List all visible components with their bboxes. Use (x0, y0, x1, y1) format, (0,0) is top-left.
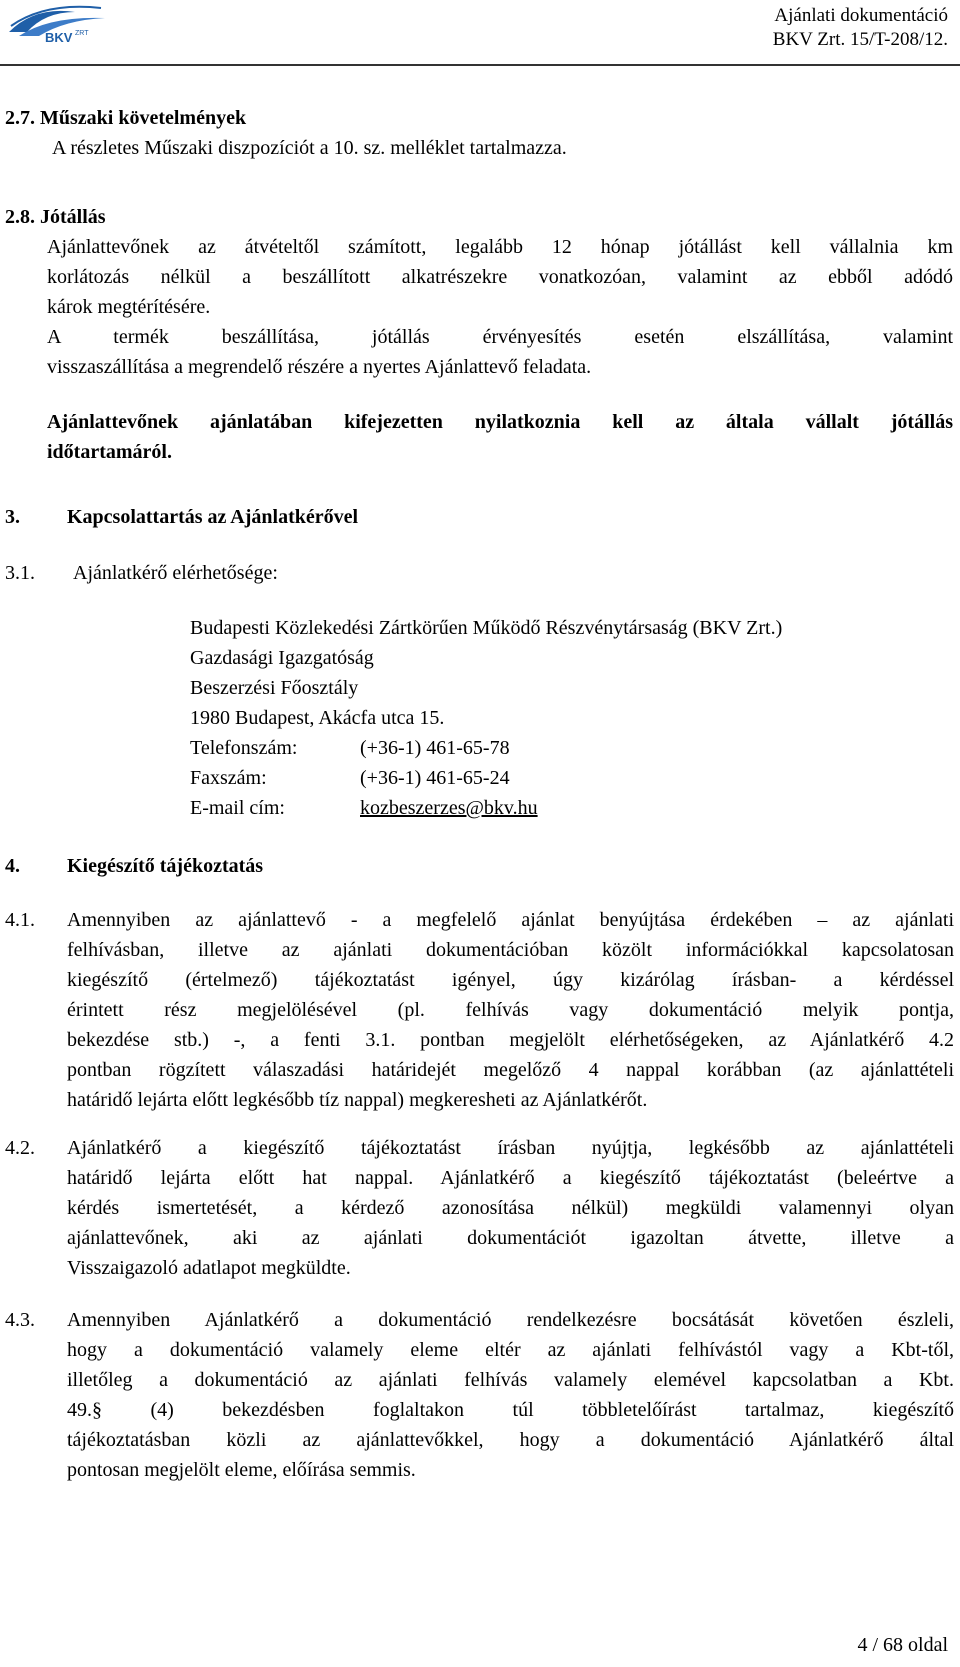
section-3-1-heading: Ajánlatkérő elérhetősége: (73, 562, 278, 584)
header-divider (0, 64, 960, 66)
contact-phone-label: Telefonszám: (190, 737, 298, 759)
section-3-1-number: 3.1. (5, 562, 35, 584)
section-2-8-p2-line1: A termék beszállítása, jótállás érvényesítés esetén elszállítása, valamint (47, 326, 953, 348)
section-2-8-p2-line2: visszaszállítása a megrendelő részére a nyertes Ajánlattevő feladata. (47, 356, 592, 378)
section-4-3-line: Amennyiben Ajánlatkérő a dokumentáció rendelkezésre bocsátását követően észleli, (67, 1309, 954, 1331)
section-4-3-line: hogy a dokumentáció valamely eleme eltér az ajánlati felhívástól vagy a Kbt-től, (67, 1339, 954, 1361)
contact-email-link[interactable]: kozbeszerzes@bkv.hu (360, 797, 538, 819)
section-4-3-line: pontosan megjelölt eleme, előírása semmis. (67, 1459, 416, 1481)
section-4-number: 4. (5, 855, 20, 877)
section-2-7-heading: 2.7. Műszaki követelmények (5, 107, 247, 129)
page-number: 4 / 68 oldal (857, 1634, 948, 1656)
section-4-2-line: ajánlattevőnek, aki az ajánlati dokumentációt igazoltan átvette, illetve a (67, 1227, 954, 1249)
section-2-8-p1-line1: Ajánlattevőnek az átvételtől számított, legalább 12 hónap jótállást kell vállalnia km (47, 236, 953, 258)
section-4-1-number: 4.1. (5, 909, 35, 931)
section-4-1-line: Amennyiben az ajánlattevő - a megfelelő ajánlat benyújtása érdekében – az ajánlati (67, 909, 954, 931)
section-4-3-line: 49.§ (4) bekezdésben foglaltakon túl többletelőírást tartalmaz, kiegészítő (67, 1399, 954, 1421)
section-4-3-body (67, 1305, 954, 1485)
section-2-8-p3-line1: Ajánlattevőnek ajánlatában kifejezetten nyilatkoznia kell az általa vállalt jótállás (47, 411, 953, 433)
section-2-8-heading: 2.8. Jótállás (5, 206, 106, 228)
section-2-8-p3-line2: időtartamáról. (47, 441, 172, 463)
contact-phone-value: (+36-1) 461-65-78 (360, 737, 510, 759)
section-4-1-line: érintett rész megjelölésével (pl. felhívás vagy dokumentáció melyik pontja, (67, 999, 954, 1021)
section-2-8-p1-line3: károk megtérítésére. (47, 296, 211, 318)
bkv-logo (5, 2, 117, 46)
section-4-3-line: tájékoztatásban közli az ajánlattevőkkel, hogy a dokumentáció Ajánlatkérő által (67, 1429, 954, 1451)
section-4-2-body (67, 1133, 954, 1283)
svg-text:ZRT: ZRT (75, 30, 89, 37)
header-doc-title: Ajánlati dokumentáció (774, 5, 948, 26)
section-4-2-line: Ajánlatkérő a kiegészítő tájékoztatást írásban nyújtja, legkésőbb az ajánlattételi (67, 1137, 954, 1159)
section-4-3-number: 4.3. (5, 1309, 35, 1331)
section-4-1-line: határidő lejárta előtt legkésőbb tíz nappal) megkeresheti az Ajánlatkérőt. (67, 1089, 648, 1111)
contact-fax-row (190, 763, 890, 793)
section-4-2-number: 4.2. (5, 1137, 35, 1159)
section-4-1-line: pontban rögzített válaszadási határidejét megelőző 4 nappal korábban (az ajánlattételi (67, 1059, 954, 1081)
section-3-number: 3. (5, 506, 20, 528)
section-4-2-line: határidő lejárta előtt hat nappal. Ajánlatkérő a kiegészítő tájékoztatást (beleértve a (67, 1167, 954, 1189)
section-4-1-line: bekezdése stb.) -, a fenti 3.1. pontban megjelölt elérhetőségeken, az Ajánlatkérő 4.2 (67, 1029, 954, 1051)
section-4-2-line: Visszaigazoló adatlapot megküldte. (67, 1257, 351, 1279)
section-2-7-text: A részletes Műszaki diszpozíciót a 10. sz. melléklet tartalmazza. (52, 137, 567, 159)
header-doc-info (773, 4, 948, 52)
contact-fax-label: Faxszám: (190, 767, 267, 789)
section-3-heading: Kapcsolattartás az Ajánlatkérővel (67, 506, 359, 528)
contact-fax-value: (+36-1) 461-65-24 (360, 767, 510, 789)
section-4-1-line: felhívásban, illetve az ajánlati dokumentációban közölt információkkal kapcsolatosan (67, 939, 954, 961)
header-doc-ref: BKV Zrt. 15/T-208/12. (772, 29, 948, 50)
section-2-8-p1-line2: korlátozás nélkül a beszállított alkatrészekre vonatkozóan, valamint az ebből adódó (47, 266, 953, 288)
section-4-1-line: kiegészítő (értelmező) tájékoztatást igényel, úgy kizárólag írásban- a kérdéssel (67, 969, 954, 991)
section-4-2-line: kérdés ismertetését, a kérdező azonosítása nélkül) megküldi valamennyi olyan (67, 1197, 954, 1219)
section-4-1-body (67, 905, 954, 1115)
section-4-heading: Kiegészítő tájékoztatás (67, 855, 264, 877)
svg-text:BKV: BKV (45, 30, 73, 45)
contact-org: Budapesti Közlekedési Zártkörűen Működő Részvénytársaság (BKV Zrt.) (190, 617, 783, 639)
contact-address: 1980 Budapest, Akácfa utca 15. (190, 707, 445, 729)
contact-email-label: E-mail cím: (190, 797, 285, 819)
contact-email-row (190, 793, 890, 823)
contact-dept1: Gazdasági Igazgatóság (190, 647, 374, 669)
contact-dept2: Beszerzési Főosztály (190, 677, 359, 699)
contact-phone-row (190, 733, 890, 763)
section-4-3-line: illetőleg a dokumentáció az ajánlati felhívás valamely elemével kapcsolatban a Kbt. (67, 1369, 954, 1391)
